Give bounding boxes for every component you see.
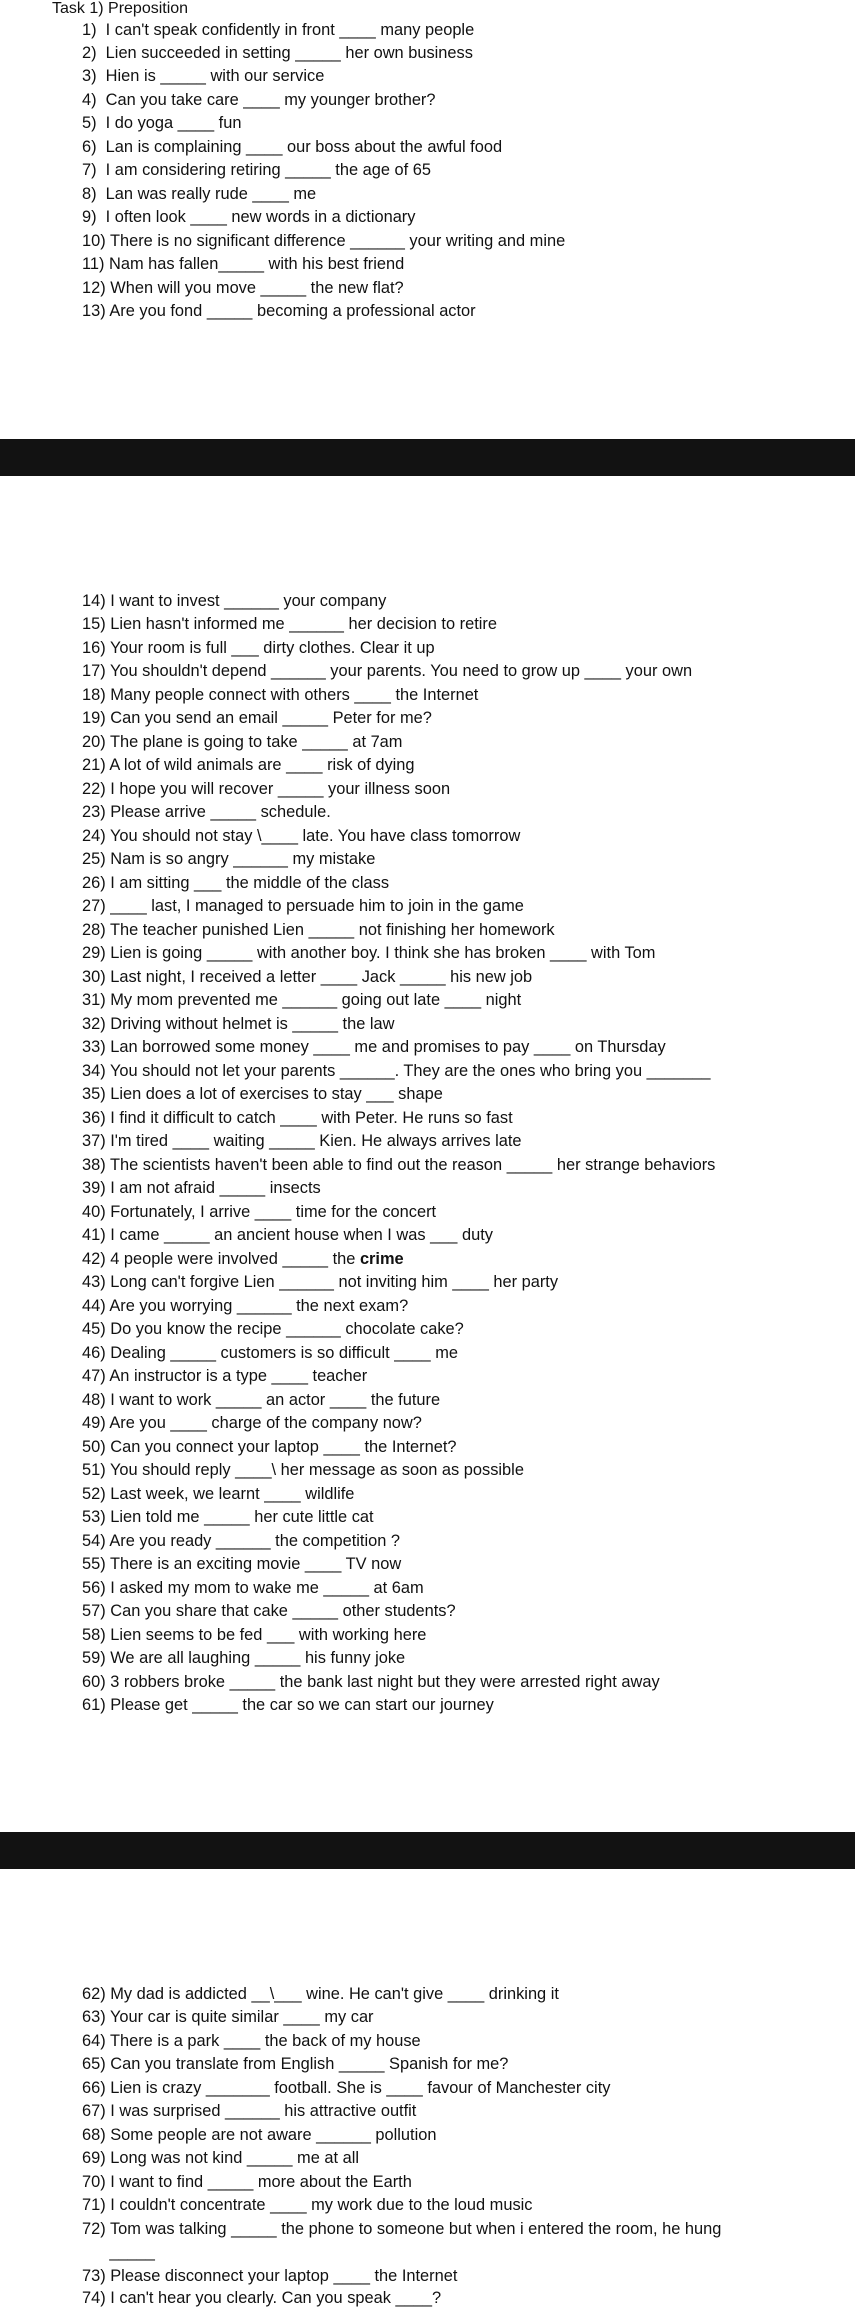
question-item: 72) Tom was talking _____ the phone to someone but when i entered the room, he hung xyxy=(82,2220,722,2238)
question-item: 33) Lan borrowed some money ____ me and promises to pay ____ on Thursday xyxy=(82,1038,666,1056)
question-item: 70) I want to find _____ more about the Earth xyxy=(82,2173,412,2191)
question-item: 62) My dad is addicted __\___ wine. He can't give ____ drinking it xyxy=(82,1985,559,2003)
question-item: 8) Lan was really rude ____ me xyxy=(82,185,317,203)
question-item: 9) I often look ____ new words in a dictionary xyxy=(82,208,416,226)
question-item: 28) The teacher punished Lien _____ not finishing her homework xyxy=(82,921,555,939)
question-item: 1) I can't speak confidently in front ____ many people xyxy=(82,21,475,39)
question-item: 74) I can't hear you clearly. Can you speak ____? xyxy=(82,2289,442,2307)
question-item: 19) Can you send an email _____ Peter for me? xyxy=(82,709,432,727)
question-item: 51) You should reply ____\ her message as soon as possible xyxy=(82,1461,524,1479)
question-item: 73) Please disconnect your laptop ____ the Internet xyxy=(82,2267,458,2285)
question-item: 27) ____ last, I managed to persuade him to join in the game xyxy=(82,897,524,915)
question-item: 64) There is a park ____ the back of my house xyxy=(82,2032,421,2050)
question-item: 5) I do yoga ____ fun xyxy=(82,114,242,132)
bold-word: crime xyxy=(359,1250,404,1268)
question-item: 4) Can you take care ____ my younger brother? xyxy=(82,91,436,109)
question-item: 66) Lien is crazy _______ football. She is ____ favour of Manchester city xyxy=(82,2079,611,2097)
question-item: 46) Dealing _____ customers is so difficult ____ me xyxy=(82,1344,458,1362)
question-item: 58) Lien seems to be fed ___ with working here xyxy=(82,1626,427,1644)
question-item: 31) My mom prevented me ______ going out late ____ night xyxy=(82,991,522,1009)
question-item: 40) Fortunately, I arrive ____ time for the concert xyxy=(82,1203,437,1221)
question-item: 55) There is an exciting movie ____ TV now xyxy=(82,1555,402,1573)
question-item: 43) Long can't forgive Lien ______ not inviting him ____ her party xyxy=(82,1273,559,1291)
question-item: 34) You should not let your parents ______. They are the ones who bring you _______ xyxy=(82,1062,711,1080)
page-separator xyxy=(0,1832,855,1869)
question-item: 45) Do you know the recipe ______ chocolate cake? xyxy=(82,1320,464,1338)
question-item: 53) Lien told me _____ her cute little cat xyxy=(82,1508,374,1526)
question-item: 18) Many people connect with others ____ the Internet xyxy=(82,686,479,704)
task-title: Task 1) Preposition xyxy=(52,0,189,17)
question-item: 22) I hope you will recover _____ your illness soon xyxy=(82,780,451,798)
question-item: _____ xyxy=(82,2243,155,2261)
question-item: 35) Lien does a lot of exercises to stay ___ shape xyxy=(82,1085,443,1103)
question-item: 21) A lot of wild animals are ____ risk of dying xyxy=(82,756,415,774)
question-item: 67) I was surprised ______ his attractive outfit xyxy=(82,2102,417,2120)
question-item: 65) Can you translate from English _____ Spanish for me? xyxy=(82,2055,509,2073)
question-item: 26) I am sitting ___ the middle of the class xyxy=(82,874,390,892)
question-item: 12) When will you move _____ the new flat? xyxy=(82,279,404,297)
question-item: 10) There is no significant difference ______ your writing and mine xyxy=(82,232,566,250)
question-item: 44) Are you worrying ______ the next exam? xyxy=(82,1297,409,1315)
question-item: 48) I want to work _____ an actor ____ the future xyxy=(82,1391,441,1409)
question-item: 25) Nam is so angry ______ my mistake xyxy=(82,850,376,868)
question-item: 37) I'm tired ____ waiting _____ Kien. He always arrives late xyxy=(82,1132,522,1150)
question-item: 49) Are you ____ charge of the company now? xyxy=(82,1414,422,1432)
question-item: 50) Can you connect your laptop ____ the Internet? xyxy=(82,1438,457,1456)
question-item: 41) I came _____ an ancient house when I was ___ duty xyxy=(82,1226,493,1244)
question-item: 16) Your room is full ___ dirty clothes. Clear it up xyxy=(82,639,435,657)
question-item xyxy=(82,1248,404,1271)
question-item: 17) You shouldn't depend ______ your parents. You need to grow up ____ your own xyxy=(82,662,693,680)
question-item: 61) Please get _____ the car so we can start our journey xyxy=(82,1696,494,1714)
question-item: 23) Please arrive _____ schedule. xyxy=(82,803,331,821)
question-item: 7) I am considering retiring _____ the age of 65 xyxy=(82,161,431,179)
question-item: 52) Last week, we learnt ____ wildlife xyxy=(82,1485,355,1503)
question-item: 59) We are all laughing _____ his funny joke xyxy=(82,1649,406,1667)
question-item: 29) Lien is going _____ with another boy. I think she has broken ____ with Tom xyxy=(82,944,656,962)
question-item: 13) Are you fond _____ becoming a professional actor xyxy=(82,302,476,320)
question-item: 39) I am not afraid _____ insects xyxy=(82,1179,321,1197)
question-text: 42) 4 people were involved _____ the xyxy=(82,1250,360,1268)
question-item: 14) I want to invest ______ your company xyxy=(82,592,387,610)
question-item: 60) 3 robbers broke _____ the bank last night but they were arrested right away xyxy=(82,1673,660,1691)
question-item: 71) I couldn't concentrate ____ my work due to the loud music xyxy=(82,2196,533,2214)
question-item: 30) Last night, I received a letter ____ Jack _____ his new job xyxy=(82,968,533,986)
question-item: 38) The scientists haven't been able to find out the reason _____ her strange behaviors xyxy=(82,1156,716,1174)
question-item: 3) Hien is _____ with our service xyxy=(82,67,325,85)
question-item: 54) Are you ready ______ the competition ? xyxy=(82,1532,401,1550)
question-item: 69) Long was not kind _____ me at all xyxy=(82,2149,360,2167)
question-item: 2) Lien succeeded in setting _____ her own business xyxy=(82,44,473,62)
question-item: 36) I find it difficult to catch ____ with Peter. He runs so fast xyxy=(82,1109,513,1127)
question-item: 15) Lien hasn't informed me ______ her decision to retire xyxy=(82,615,497,633)
question-item: 56) I asked my mom to wake me _____ at 6am xyxy=(82,1579,424,1597)
question-item: 32) Driving without helmet is _____ the law xyxy=(82,1015,395,1033)
question-item: 68) Some people are not aware ______ pollution xyxy=(82,2126,437,2144)
page-separator xyxy=(0,439,855,476)
question-item: 24) You should not stay \____ late. You have class tomorrow xyxy=(82,827,521,845)
question-item: 11) Nam has fallen_____ with his best friend xyxy=(82,255,405,273)
question-item: 20) The plane is going to take _____ at 7am xyxy=(82,733,403,751)
question-item: 47) An instructor is a type ____ teacher xyxy=(82,1367,368,1385)
question-item: 63) Your car is quite similar ____ my car xyxy=(82,2008,374,2026)
question-item: 6) Lan is complaining ____ our boss about the awful food xyxy=(82,138,503,156)
question-item: 57) Can you share that cake _____ other students? xyxy=(82,1602,456,1620)
